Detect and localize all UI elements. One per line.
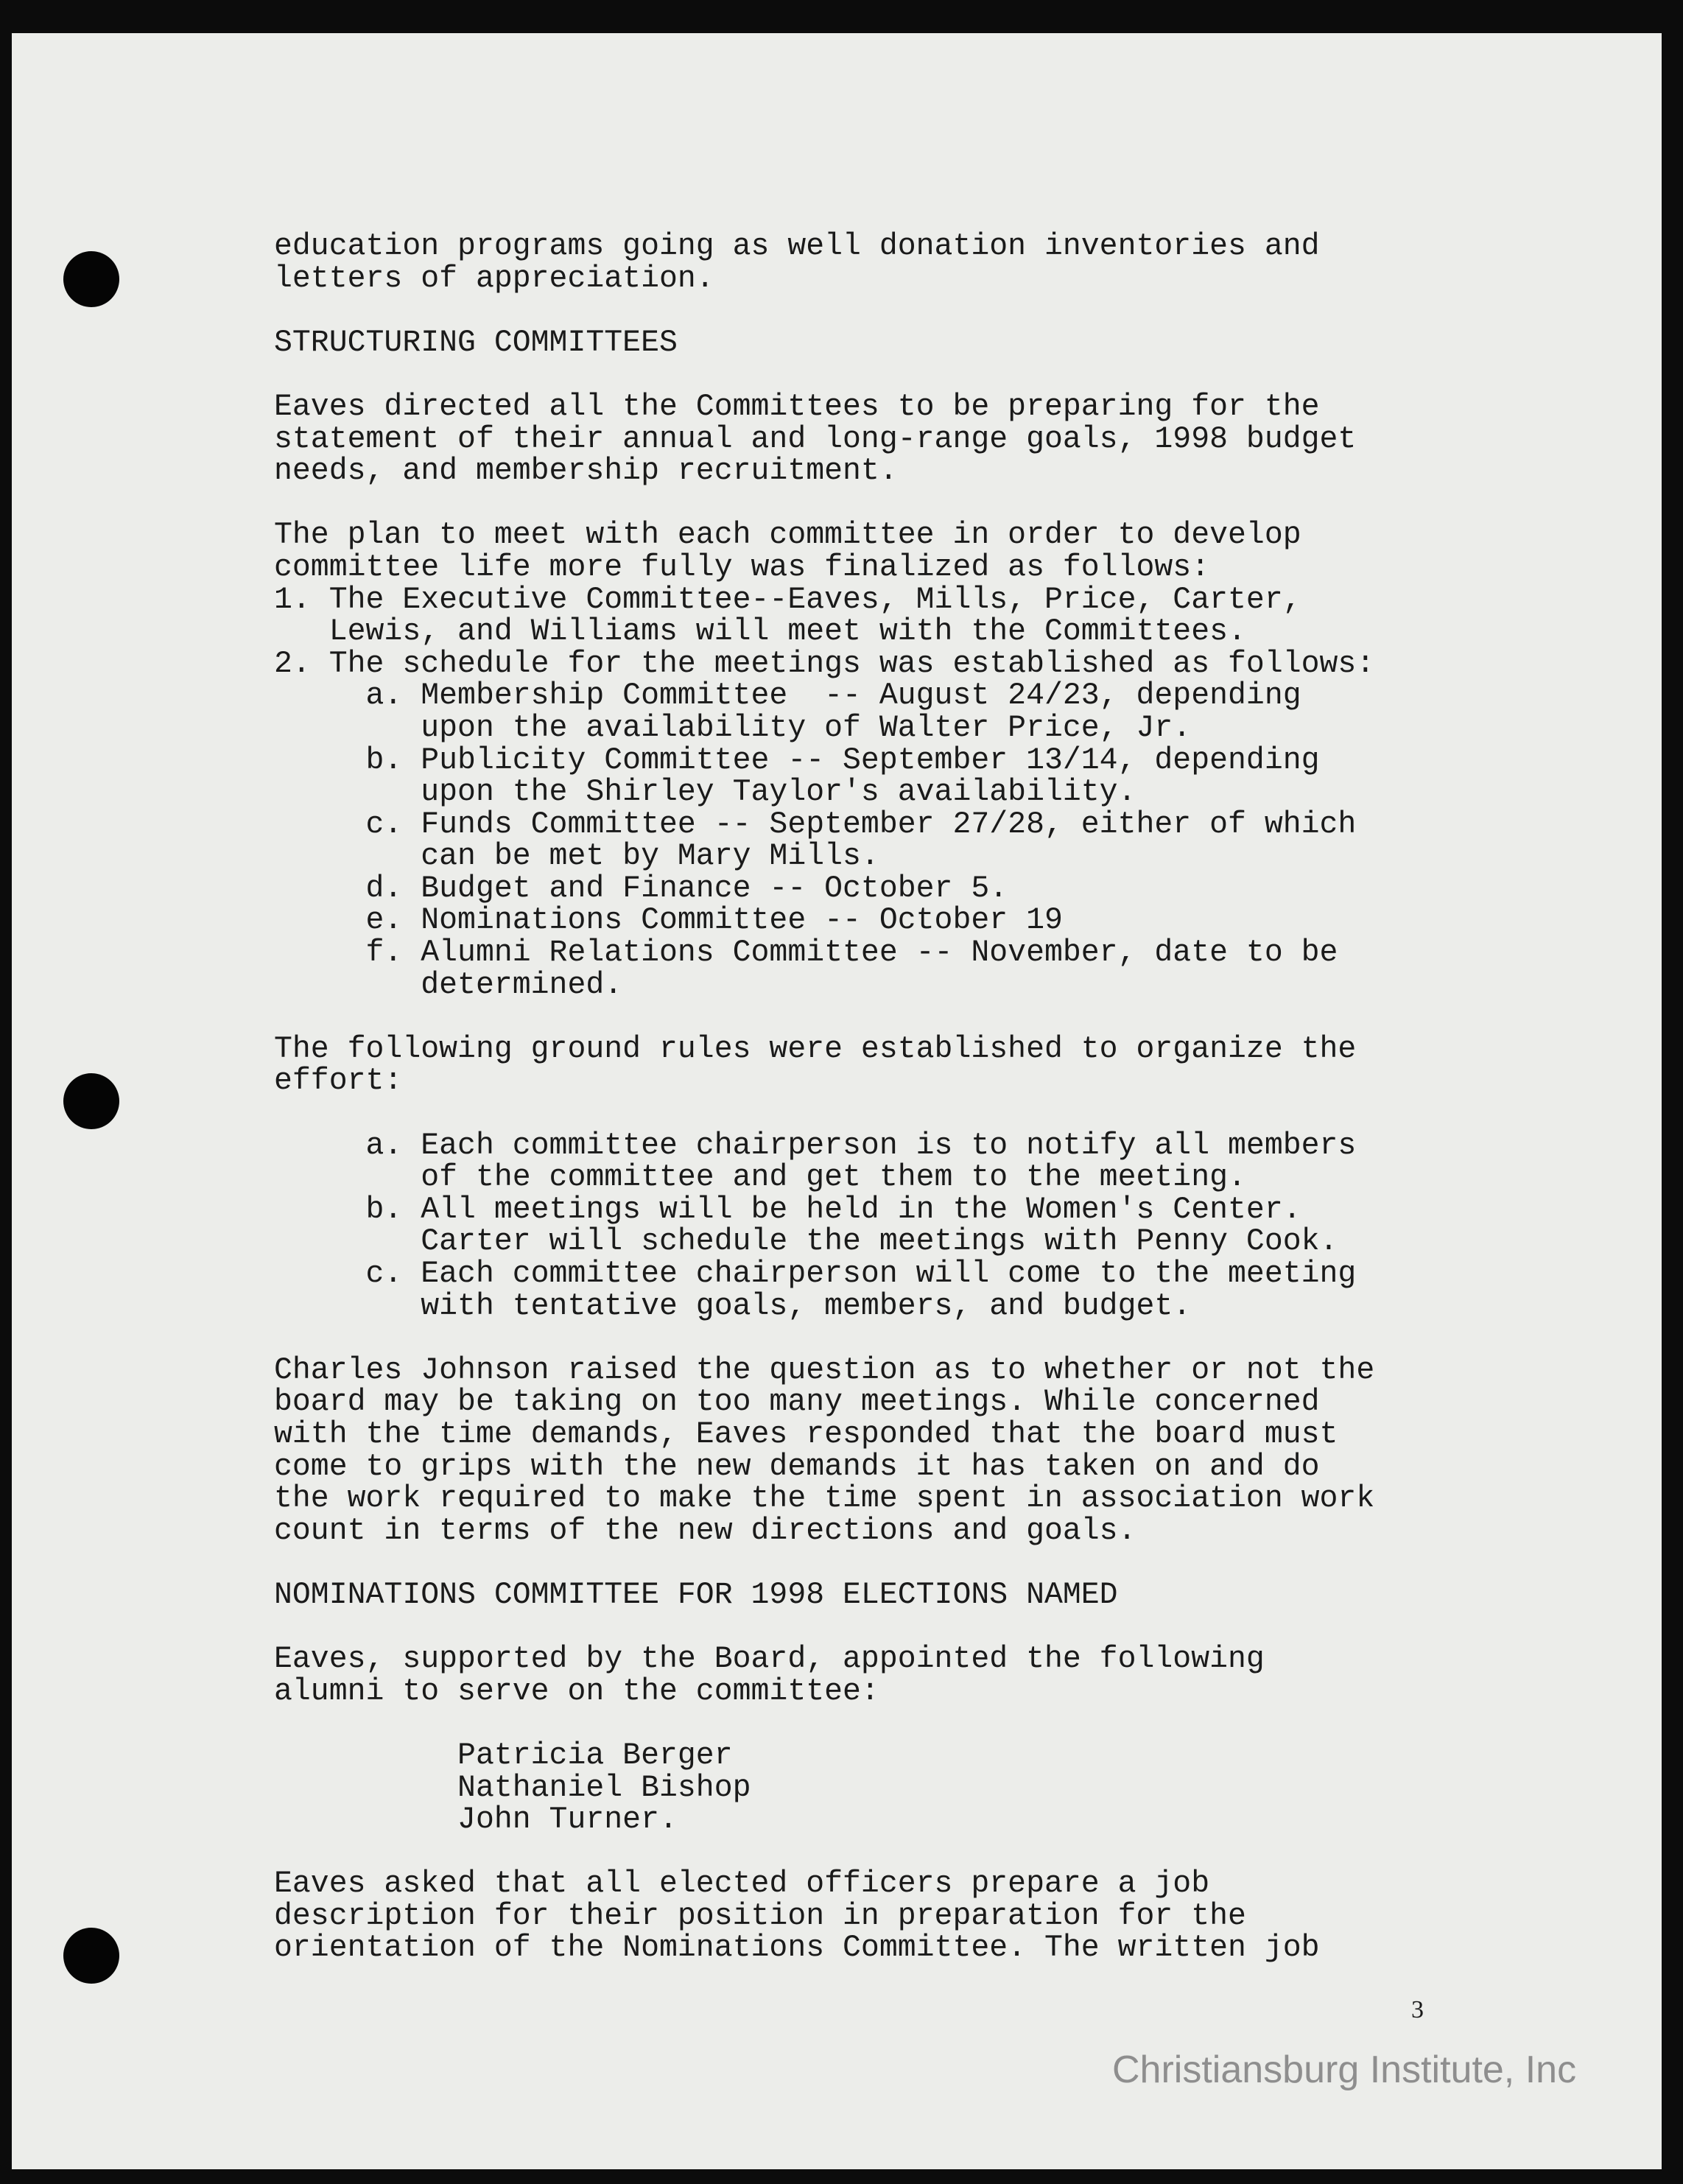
text-line: c. Funds Committee -- September 27/28, either of which: [274, 807, 1357, 842]
text-line: count in terms of the new directions and goals.: [274, 1513, 1136, 1548]
text-line: with tentative goals, members, and budget.: [274, 1288, 1192, 1324]
text-line: the work required to make the time spent in association work: [274, 1481, 1375, 1517]
text-line: b. Publicity Committee -- September 13/14, depending: [274, 742, 1320, 778]
text-line: 1. The Executive Committee--Eaves, Mills, Price, Carter,: [274, 582, 1301, 617]
text-line: needs, and membership recruitment.: [274, 454, 898, 489]
text-line: NOMINATIONS COMMITTEE FOR 1998 ELECTIONS NAMED: [274, 1577, 1118, 1612]
text-line: come to grips with the new demands it has taken on and do: [274, 1449, 1320, 1484]
text-line: 2. The schedule for the meetings was established as follows:: [274, 646, 1375, 681]
blank-line: [274, 359, 1497, 391]
text-line: The plan to meet with each committee in order to develop: [274, 518, 1301, 553]
text-line: Charles Johnson raised the question as to whether or not the: [274, 1352, 1375, 1388]
document-page: [12, 33, 1662, 2169]
blank-line: [274, 1836, 1497, 1869]
blank-line: [274, 1001, 1497, 1033]
text-line: letters of appreciation.: [274, 261, 714, 296]
text-line: Eaves, supported by the Board, appointed the following: [274, 1642, 1265, 1677]
text-line: upon the Shirley Taylor's availability.: [274, 775, 1136, 810]
blank-line: [274, 1707, 1497, 1740]
text-line: alumni to serve on the committee:: [274, 1674, 879, 1709]
punch-hole-top: [63, 251, 119, 307]
blank-line: [274, 1547, 1497, 1579]
text-line: b. All meetings will be held in the Women's Center.: [274, 1192, 1301, 1227]
text-line: effort:: [274, 1064, 403, 1099]
text-line: d. Budget and Finance -- October 5.: [274, 871, 1008, 906]
text-line: STRUCTURING COMMITTEES: [274, 325, 678, 360]
watermark-text: Christiansburg Institute, Inc: [1112, 2048, 1577, 2091]
text-line: determined.: [274, 967, 623, 1003]
blank-line: [274, 1322, 1497, 1355]
text-line: Nathaniel Bishop: [274, 1770, 751, 1805]
blank-line: [274, 1612, 1497, 1644]
text-line: statement of their annual and long-range goals, 1998 budget: [274, 421, 1357, 457]
text-line: Eaves asked that all elected officers prepare a job: [274, 1867, 1210, 1902]
text-line: Patricia Berger: [274, 1738, 733, 1773]
text-line: Eaves directed all the Committees to be preparing for the: [274, 389, 1320, 424]
document-body: [274, 231, 1497, 1964]
blank-line: [274, 488, 1497, 520]
text-line: a. Membership Committee -- August 24/23, depending: [274, 678, 1301, 714]
text-line: description for their position in preparation for the: [274, 1898, 1246, 1934]
text-line: education programs going as well donation inventories and: [274, 229, 1320, 264]
text-line: with the time demands, Eaves responded that the board must: [274, 1416, 1338, 1452]
text-line: c. Each committee chairperson will come to the meeting: [274, 1257, 1357, 1291]
blank-line: [274, 1098, 1497, 1130]
text-line: a. Each committee chairperson is to notify all members: [274, 1128, 1357, 1163]
blank-line: [274, 295, 1497, 327]
text-line: e. Nominations Committee -- October 19: [274, 903, 1063, 938]
text-line: of the committee and get them to the meeting.: [274, 1160, 1246, 1195]
text-line: board may be taking on too many meetings. While concerned: [274, 1385, 1320, 1420]
text-line: can be met by Mary Mills.: [274, 839, 879, 874]
text-line: The following ground rules were established to organize the: [274, 1031, 1357, 1067]
punch-hole-bottom: [63, 1928, 119, 1984]
page-number: 3: [1411, 1996, 1424, 2023]
text-line: John Turner.: [274, 1802, 678, 1838]
text-line: orientation of the Nominations Committee. The written job: [274, 1931, 1320, 1966]
text-line: upon the availability of Walter Price, Jr.: [274, 710, 1192, 745]
punch-hole-middle: [63, 1073, 119, 1129]
text-line: f. Alumni Relations Committee -- November, date to be: [274, 935, 1338, 971]
text-line: committee life more fully was finalized as follows:: [274, 549, 1210, 585]
text-line: Carter will schedule the meetings with Penny Cook.: [274, 1224, 1338, 1260]
text-line: Lewis, and Williams will meet with the Committees.: [274, 614, 1246, 650]
